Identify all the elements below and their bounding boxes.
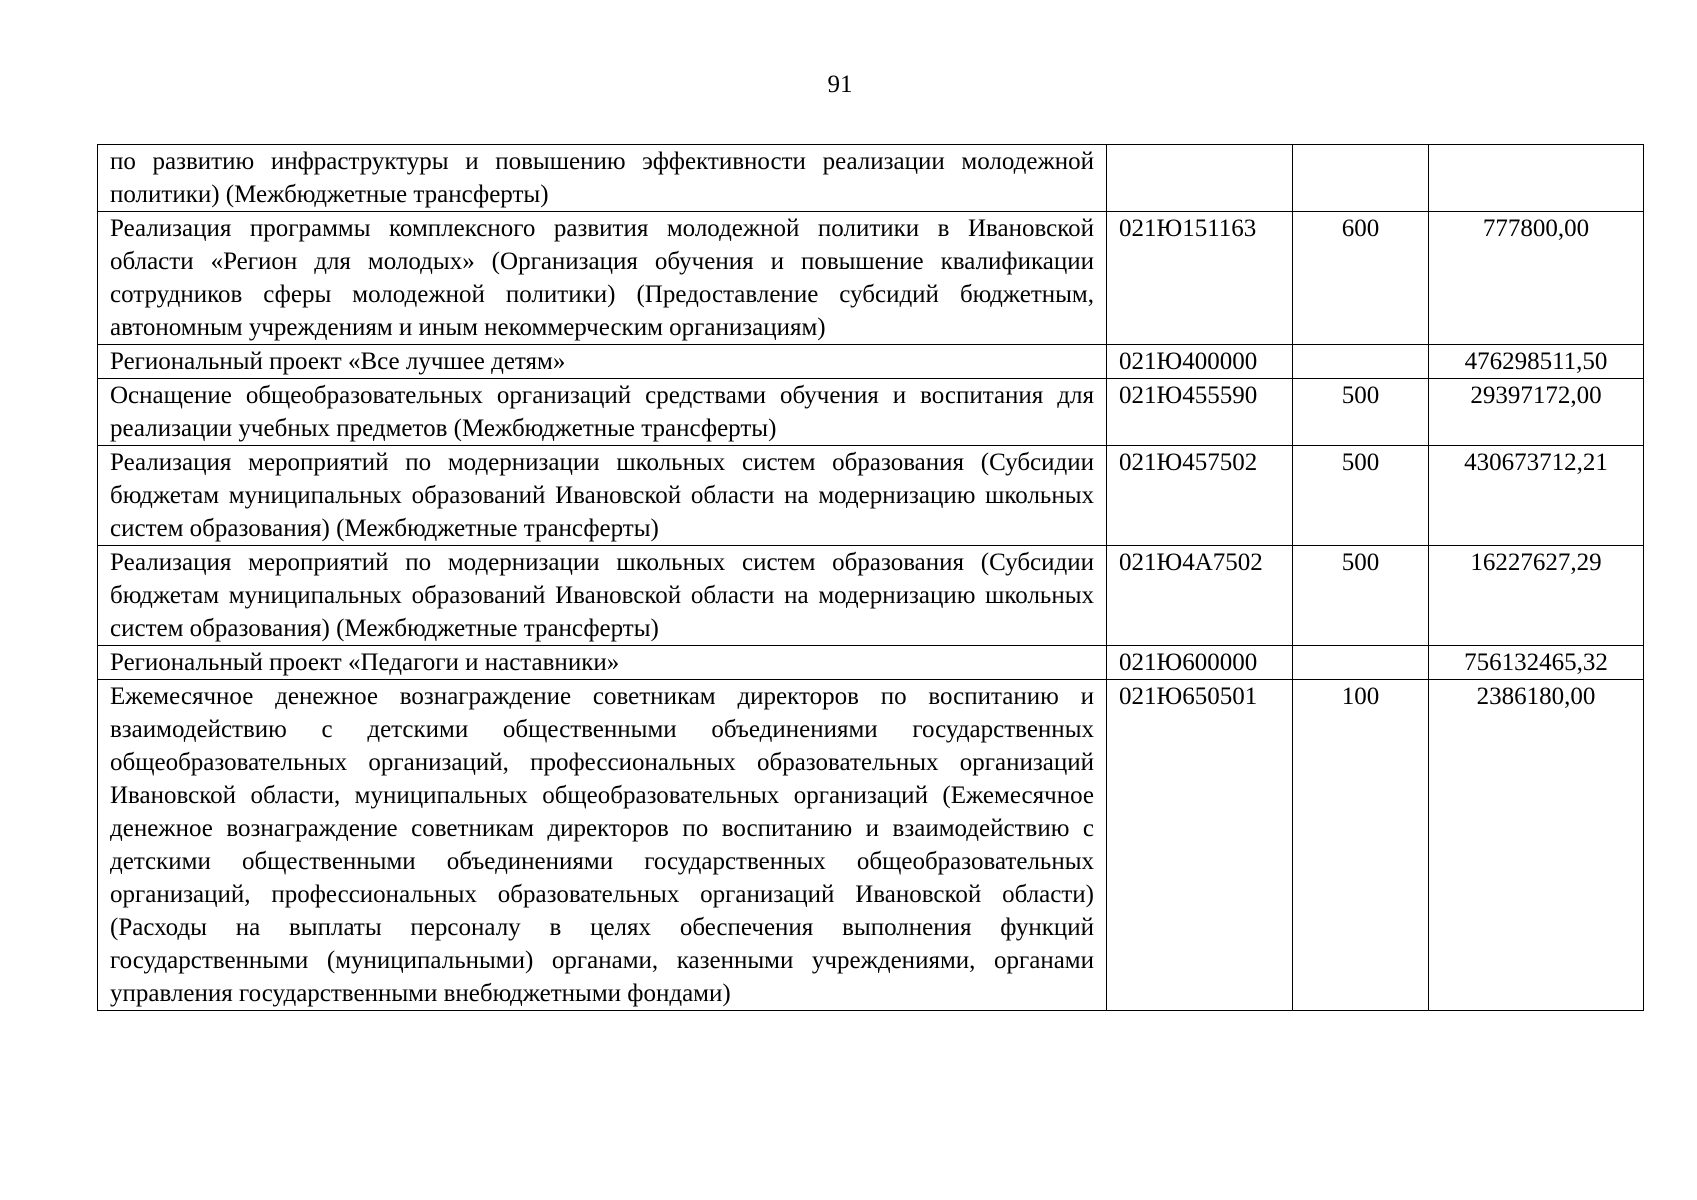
- row-amount: 430673712,21: [1429, 446, 1644, 546]
- row-amount: 756132465,32: [1429, 646, 1644, 680]
- row-expense-kind: 600: [1293, 212, 1429, 345]
- row-amount: 476298511,50: [1429, 345, 1644, 379]
- row-code: 021Ю4А7502: [1107, 546, 1293, 646]
- row-description: Региональный проект «Все лучшее детям»: [98, 345, 1107, 379]
- row-amount: 777800,00: [1429, 212, 1644, 345]
- page-number: 91: [827, 71, 853, 98]
- row-description: Ежемесячное денежное вознаграждение советникам директоров по воспитанию и взаимодействию с детскими общественными объединениями государственных общеобразовательных организаций, профессиональных образовательных организаций Ивановской области, муниципальных общеобразовательных организаций (Ежемесячное денежное вознаграждение советникам директоров по воспитанию и взаимодействию с детскими общественными объединениями государственных общеобразовательных организаций, профессиональных образовательных организаций Ивановской области) (Расходы на выплаты персоналу в целях обеспечения выполнения функций государственными (муниципальными) органами, казенными учреждениями, органами управления государственными внебюджетными фондами): [98, 680, 1107, 1011]
- table-row: [98, 345, 1644, 379]
- table-row: [98, 446, 1644, 546]
- row-description: Реализация программы комплексного развития молодежной политики в Ивановской области «Регион для молодых» (Организация обучения и повышение квалификации сотрудников сферы молодежной политики) (Предоставление субсидий бюджетным, автономным учреждениям и иным некоммерческим организациям): [98, 212, 1107, 345]
- row-code: 021Ю400000: [1107, 345, 1293, 379]
- row-description: Региональный проект «Педагоги и наставники»: [98, 646, 1107, 680]
- row-description: Реализация мероприятий по модернизации школьных систем образования (Субсидии бюджетам муниципальных образований Ивановской области на модернизацию школьных систем образования) (Межбюджетные трансферты): [98, 446, 1107, 546]
- row-description: по развитию инфраструктуры и повышению эффективности реализации молодежной политики) (Межбюджетные трансферты): [98, 145, 1107, 212]
- row-code: [1107, 145, 1293, 212]
- row-code: 021Ю455590: [1107, 379, 1293, 446]
- row-amount: 2386180,00: [1429, 680, 1644, 1011]
- row-amount: 16227627,29: [1429, 546, 1644, 646]
- table-row: [98, 379, 1644, 446]
- row-expense-kind: 500: [1293, 379, 1429, 446]
- row-amount: [1429, 145, 1644, 212]
- row-expense-kind: [1293, 145, 1429, 212]
- table-row: [98, 546, 1644, 646]
- row-expense-kind: 500: [1293, 446, 1429, 546]
- row-expense-kind: 100: [1293, 680, 1429, 1011]
- row-expense-kind: [1293, 646, 1429, 680]
- row-code: 021Ю151163: [1107, 212, 1293, 345]
- row-description: Оснащение общеобразовательных организаций средствами обучения и воспитания для реализации учебных предметов (Межбюджетные трансферты): [98, 379, 1107, 446]
- row-code: 021Ю650501: [1107, 680, 1293, 1011]
- table-row: [98, 646, 1644, 680]
- table-row: [98, 680, 1644, 1011]
- row-code: 021Ю600000: [1107, 646, 1293, 680]
- row-expense-kind: 500: [1293, 546, 1429, 646]
- table-row: [98, 212, 1644, 345]
- row-amount: 29397172,00: [1429, 379, 1644, 446]
- budget-table: [97, 144, 1644, 1011]
- row-code: 021Ю457502: [1107, 446, 1293, 546]
- table-row: [98, 145, 1644, 212]
- row-description: Реализация мероприятий по модернизации школьных систем образования (Субсидии бюджетам муниципальных образований Ивановской области на модернизацию школьных систем образования) (Межбюджетные трансферты): [98, 546, 1107, 646]
- row-expense-kind: [1293, 345, 1429, 379]
